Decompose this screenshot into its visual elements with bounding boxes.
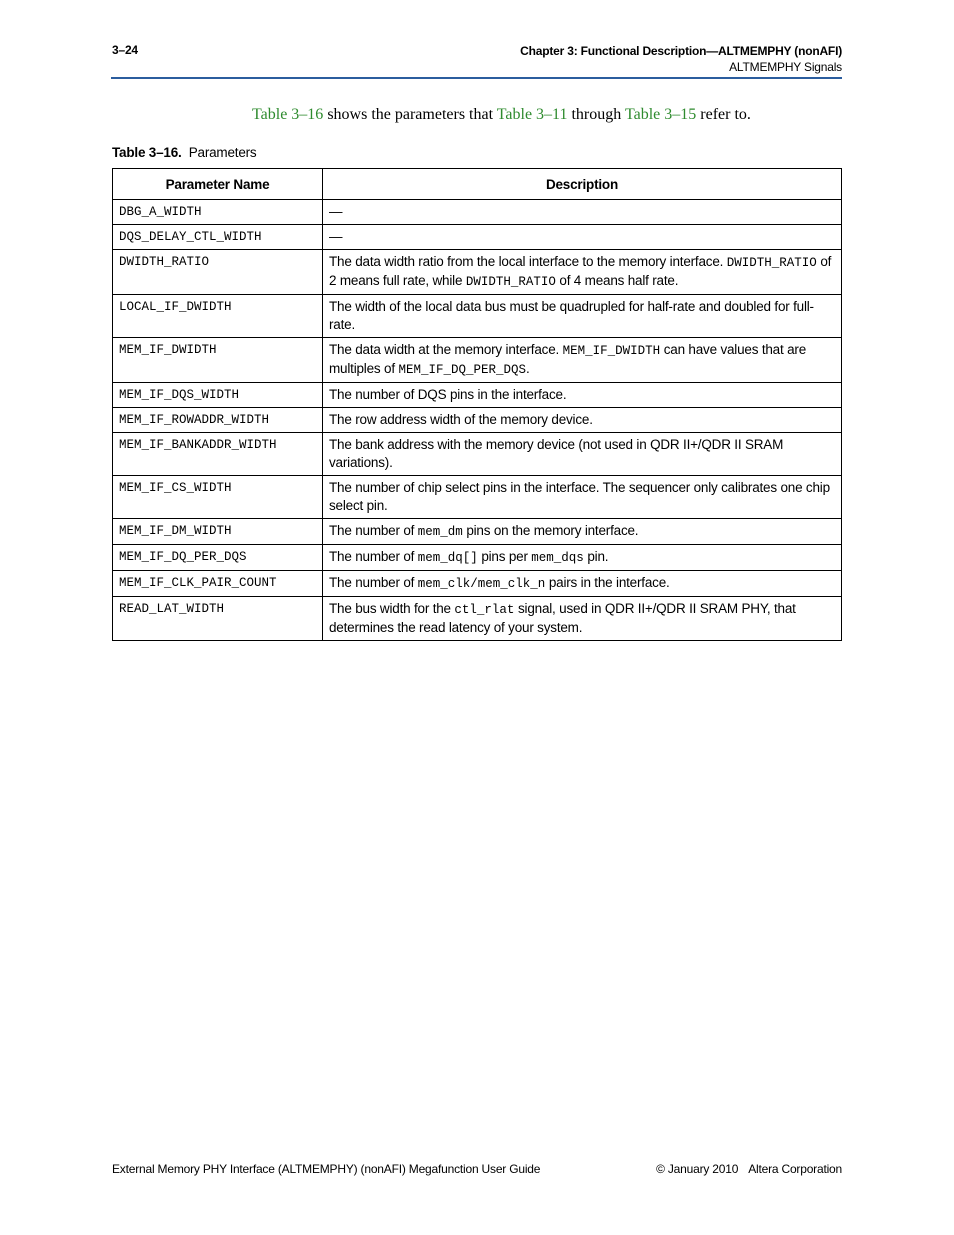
code-identifier: mem_clk/mem_clk_n bbox=[417, 577, 546, 591]
footer-right bbox=[656, 1162, 842, 1176]
description-cell bbox=[323, 250, 842, 295]
header-parameter-name: Parameter Name bbox=[113, 169, 323, 200]
table-body bbox=[113, 200, 842, 641]
description-cell bbox=[323, 383, 842, 408]
table-row bbox=[113, 433, 842, 476]
description-cell bbox=[323, 295, 842, 338]
parameters-table bbox=[112, 168, 842, 641]
table-row bbox=[113, 200, 842, 225]
description-text: The bank address with the memory device (not used in QDR II+/QDR II SRAM variations). bbox=[329, 437, 784, 470]
description-text: The row address width of the memory device. bbox=[329, 412, 593, 427]
table-caption-title: Parameters bbox=[188, 145, 257, 160]
table-row bbox=[113, 250, 842, 295]
table-3-16-link[interactable]: Table 3–16 bbox=[252, 106, 324, 123]
description-cell bbox=[323, 200, 842, 225]
description-cell bbox=[323, 338, 842, 383]
description-text: The number of bbox=[329, 575, 418, 590]
description-text: The number of chip select pins in the interface. The sequencer only calibrates one chip select pin. bbox=[329, 480, 830, 513]
table-row bbox=[113, 225, 842, 250]
table-row bbox=[113, 338, 842, 383]
footer-doc-title: External Memory PHY Interface (ALTMEMPHY) (nonAFI) Megafunction User Guide bbox=[112, 1162, 541, 1176]
parameter-name-cell: MEM_IF_DWIDTH bbox=[113, 338, 323, 383]
intro-text-1: shows the parameters that bbox=[323, 106, 497, 123]
table-row bbox=[113, 545, 842, 571]
intro-text-2: through bbox=[567, 106, 625, 123]
table-header-row bbox=[113, 169, 842, 200]
header-description: Description bbox=[323, 169, 842, 200]
parameter-name-cell: READ_LAT_WIDTH bbox=[113, 597, 323, 641]
page-number: 3–24 bbox=[112, 43, 138, 57]
description-cell bbox=[323, 597, 842, 641]
description-cell bbox=[323, 225, 842, 250]
parameter-name-cell: MEM_IF_CLK_PAIR_COUNT bbox=[113, 571, 323, 597]
parameter-name-cell: DWIDTH_RATIO bbox=[113, 250, 323, 295]
code-identifier: mem_dm bbox=[417, 525, 463, 539]
description-text: pins per bbox=[477, 549, 532, 564]
footer-company: Altera Corporation bbox=[748, 1162, 842, 1176]
running-header bbox=[520, 43, 842, 75]
code-identifier: MEM_IF_DWIDTH bbox=[562, 344, 661, 358]
section-title: ALTMEMPHY Signals bbox=[729, 60, 842, 74]
table-3-11-link[interactable]: Table 3–11 bbox=[496, 106, 568, 123]
parameter-name-cell: MEM_IF_DQS_WIDTH bbox=[113, 383, 323, 408]
parameter-name-cell: MEM_IF_DQ_PER_DQS bbox=[113, 545, 323, 571]
parameter-name-cell: MEM_IF_CS_WIDTH bbox=[113, 476, 323, 519]
table-row bbox=[113, 295, 842, 338]
description-text: signal, used in QDR II+/QDR II SRAM PHY, that determines the read latency of your system. bbox=[329, 601, 796, 635]
description-cell bbox=[323, 476, 842, 519]
chapter-title: Chapter 3: Functional Description—ALTMEMPHY (nonAFI) bbox=[520, 44, 842, 58]
description-text: — bbox=[329, 229, 343, 244]
description-cell bbox=[323, 545, 842, 571]
parameter-name-cell: DQS_DELAY_CTL_WIDTH bbox=[113, 225, 323, 250]
description-text: of 4 means half rate. bbox=[555, 273, 679, 288]
description-text: The data width ratio from the local interface to the memory interface. bbox=[329, 254, 727, 269]
footer-date: © January 2010 bbox=[656, 1162, 739, 1176]
description-text: pins on the memory interface. bbox=[462, 523, 639, 538]
description-text: pin. bbox=[583, 549, 609, 564]
parameter-name-cell: MEM_IF_BANKADDR_WIDTH bbox=[113, 433, 323, 476]
code-identifier: mem_dqs bbox=[531, 551, 584, 565]
description-text: of 2 means full rate, while bbox=[329, 254, 832, 288]
description-text: The width of the local data bus must be quadrupled for half-rate and doubled for full-rate. bbox=[329, 299, 814, 332]
table-row bbox=[113, 383, 842, 408]
code-identifier: DWIDTH_RATIO bbox=[465, 275, 556, 289]
table-caption bbox=[112, 145, 256, 160]
table-3-15-link[interactable]: Table 3–15 bbox=[624, 106, 697, 123]
description-text: pairs in the interface. bbox=[545, 575, 670, 590]
code-identifier: ctl_rlat bbox=[454, 603, 515, 617]
code-identifier: MEM_IF_DQ_PER_DQS bbox=[398, 363, 526, 377]
description-text: — bbox=[329, 204, 343, 219]
parameter-name-cell: DBG_A_WIDTH bbox=[113, 200, 323, 225]
intro-paragraph bbox=[252, 106, 751, 124]
table-row bbox=[113, 597, 842, 641]
description-text: The number of DQS pins in the interface. bbox=[329, 387, 567, 402]
description-text: can have values that are multiples of bbox=[329, 342, 807, 376]
parameter-name-cell: MEM_IF_DM_WIDTH bbox=[113, 519, 323, 545]
table-row bbox=[113, 408, 842, 433]
header-rule bbox=[111, 77, 842, 79]
parameter-name-cell: MEM_IF_ROWADDR_WIDTH bbox=[113, 408, 323, 433]
description-text: . bbox=[525, 361, 530, 376]
description-cell bbox=[323, 571, 842, 597]
table-row bbox=[113, 476, 842, 519]
table-caption-label: Table 3–16. bbox=[112, 145, 182, 160]
table-row bbox=[113, 571, 842, 597]
description-text: The data width at the memory interface. bbox=[329, 342, 563, 357]
parameter-name-cell: LOCAL_IF_DWIDTH bbox=[113, 295, 323, 338]
intro-text-3: refer to. bbox=[696, 106, 751, 123]
description-cell bbox=[323, 519, 842, 545]
description-cell bbox=[323, 408, 842, 433]
code-identifier: DWIDTH_RATIO bbox=[726, 256, 817, 270]
table-row bbox=[113, 519, 842, 545]
description-text: The number of bbox=[329, 523, 418, 538]
code-identifier: mem_dq[] bbox=[417, 551, 478, 565]
description-cell bbox=[323, 433, 842, 476]
description-text: The bus width for the bbox=[329, 601, 455, 616]
description-text: The number of bbox=[329, 549, 418, 564]
